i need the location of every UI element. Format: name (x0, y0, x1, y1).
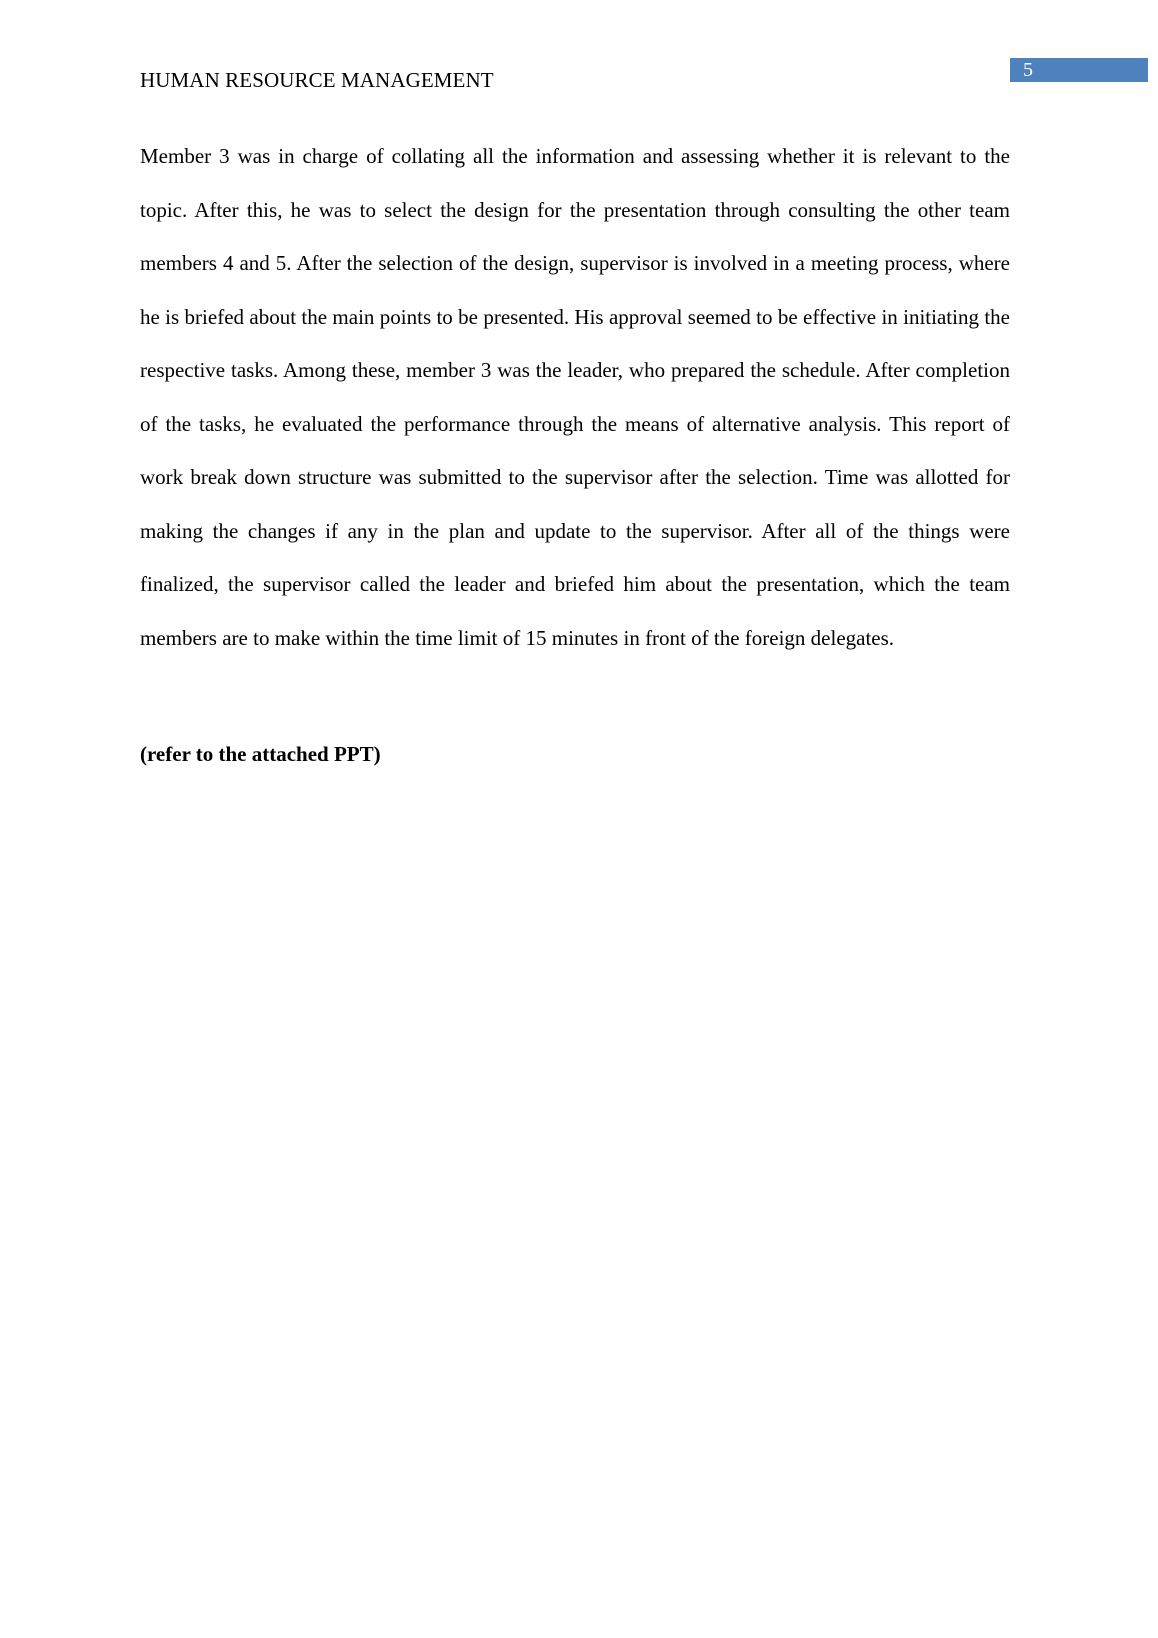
running-head: HUMAN RESOURCE MANAGEMENT (140, 68, 494, 92)
reference-note: (refer to the attached PPT) (140, 742, 381, 766)
page-number-badge (1010, 58, 1148, 82)
page-number: 5 (1023, 59, 1033, 81)
body-paragraph: Member 3 was in charge of collating all the information and assessing whether it is relevant to the topic. After this, he was to select the design for the presentation through consulting the other team members 4 and 5. After the selection of the design, supervisor is involved in a meeting process, where he is briefed about the main points to be presented. His approval seemed to be effective in initiating the respective tasks. Among these, member 3 was the leader, who prepared the schedule. After completion of the tasks, he evaluated the performance through the means of alternative analysis. This report of work break down structure was submitted to the supervisor after the selection. Time was allotted for making the changes if any in the plan and update to the supervisor. After all of the things were finalized, the supervisor called the leader and briefed him about the presentation, which the team members are to make within the time limit of 15 minutes in front of the foreign delegates. (140, 144, 1010, 650)
